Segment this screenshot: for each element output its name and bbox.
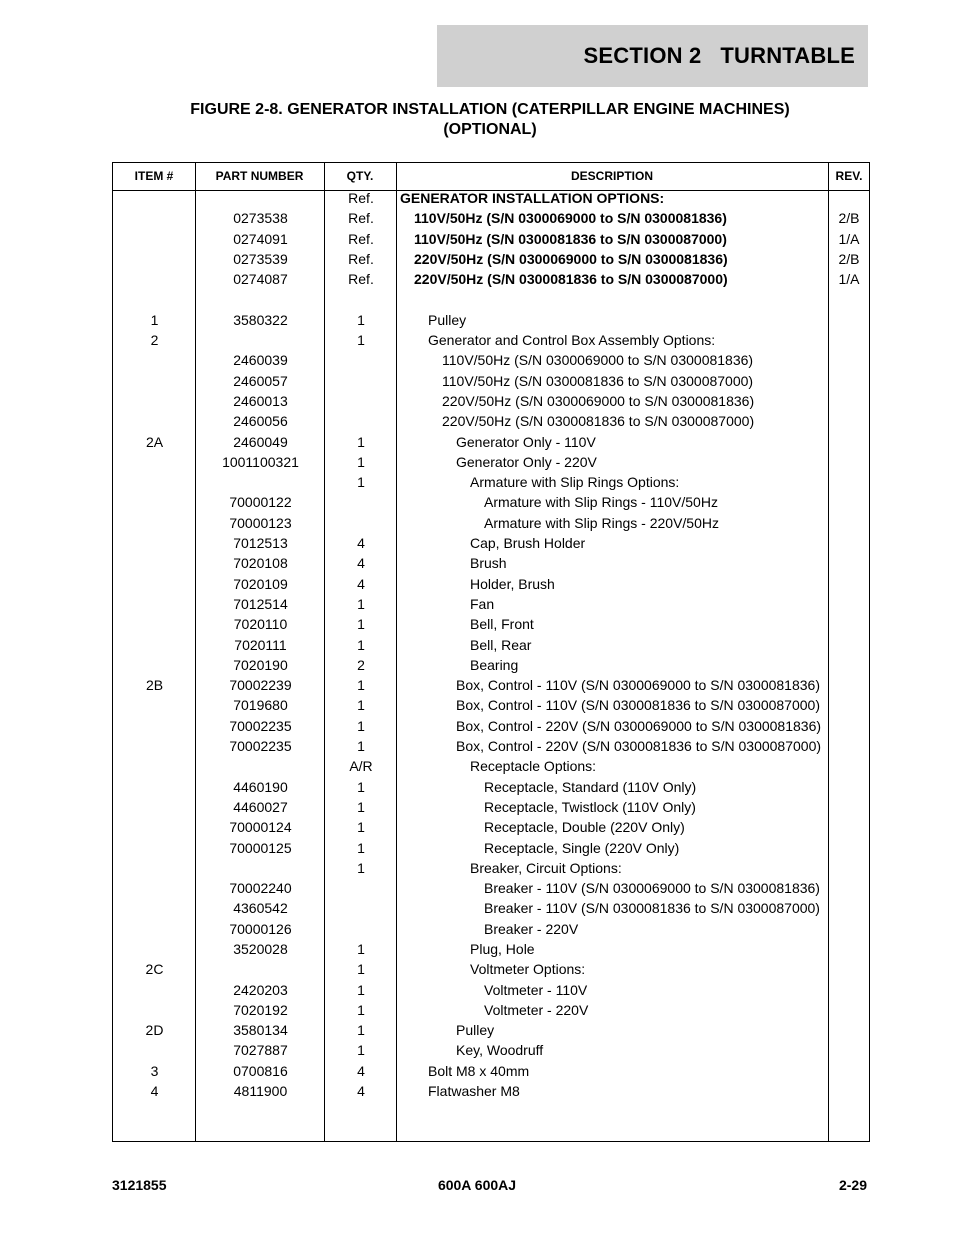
part-number-cell: 7020192: [233, 1001, 288, 1018]
description-cell: Box, Control - 220V (S/N 0300081836 to S/N 0300087000): [456, 738, 822, 755]
table-row: [113, 371, 869, 391]
item-cell: 4: [150, 1083, 159, 1100]
qty-cell: 4: [357, 555, 365, 572]
qty-cell: 1: [357, 697, 365, 714]
table-row: [113, 391, 869, 411]
rev-cell: 1/A: [838, 230, 860, 247]
item-cell: 3: [150, 1062, 159, 1079]
qty-cell: Ref.: [348, 190, 374, 206]
description-cell: 220V/50Hz (S/N 0300069000 to S/N 0300081836): [442, 392, 755, 409]
table-row: [113, 959, 869, 979]
description-cell: Receptacle, Standard (110V Only): [484, 778, 697, 795]
header-qty: QTY.: [346, 169, 374, 183]
description-cell: Armature with Slip Rings Options:: [470, 474, 680, 491]
table-row: [113, 574, 869, 594]
model-number: 600A 600AJ: [437, 1177, 517, 1193]
table-row: [113, 249, 869, 269]
part-number-cell: 70002235: [229, 738, 292, 755]
table-row: [113, 350, 869, 370]
description-cell: 110V/50Hz (S/N 0300081836 to S/N 0300087000): [442, 372, 754, 389]
table-row: [113, 411, 869, 431]
header-item: ITEM #: [134, 169, 174, 183]
table-row: [113, 1040, 869, 1060]
qty-cell: 1: [357, 453, 365, 470]
item-cell: 2C: [145, 961, 164, 978]
table-row: [113, 472, 869, 492]
qty-cell: 1: [357, 778, 365, 795]
description-cell: Receptacle Options:: [470, 758, 597, 775]
qty-cell: 1: [357, 1022, 365, 1039]
table-row: [113, 878, 869, 898]
qty-cell: 1: [357, 616, 365, 633]
item-cell: 1: [150, 311, 159, 328]
description-cell: Receptacle, Double (220V Only): [484, 819, 685, 836]
qty-cell: 1: [357, 940, 365, 957]
table-row: [113, 289, 869, 309]
qty-cell: 1: [357, 738, 365, 755]
qty-cell: Ref.: [348, 210, 374, 227]
qty-cell: A/R: [349, 758, 373, 775]
description-cell: Breaker - 110V (S/N 0300069000 to S/N 0300081836): [484, 880, 820, 897]
table-row: [113, 229, 869, 249]
figure-title-line1: FIGURE 2-8. GENERATOR INSTALLATION (CATERPILLAR ENGINE MACHINES): [190, 101, 790, 118]
part-number-cell: 70000125: [229, 839, 292, 856]
qty-cell: Ref.: [348, 250, 374, 267]
qty-cell: 4: [357, 1062, 365, 1079]
table-row: [113, 594, 869, 614]
table-row: [113, 432, 869, 452]
table-row: [113, 1000, 869, 1020]
header-rev: REV.: [835, 169, 863, 183]
description-cell: Bolt M8 x 40mm: [428, 1062, 530, 1079]
part-number-cell: 0274091: [233, 230, 288, 247]
part-number-cell: 2460049: [233, 433, 288, 450]
figure-title-line2: (OPTIONAL): [443, 121, 537, 138]
header-description: DESCRIPTION: [570, 169, 653, 183]
qty-cell: 1: [357, 433, 365, 450]
description-cell: Breaker, Circuit Options:: [470, 859, 622, 876]
table-row: [113, 939, 869, 959]
header-part-number: PART NUMBER: [215, 169, 304, 183]
section-title: SECTION 2 TURNTABLE: [583, 43, 855, 68]
table-row: [113, 756, 869, 776]
table-row: [113, 553, 869, 573]
item-cell: 2: [150, 332, 159, 349]
part-number-cell: 70000122: [229, 494, 292, 511]
part-number-cell: 7020108: [233, 555, 288, 572]
description-cell: Bell, Front: [470, 616, 534, 633]
table-row: [113, 695, 869, 715]
description-cell: 220V/50Hz (S/N 0300069000 to S/N 0300081836): [414, 250, 728, 267]
table-row: [113, 1081, 869, 1101]
table-row: [113, 330, 869, 350]
table-row: [113, 452, 869, 472]
qty-cell: 1: [357, 595, 365, 612]
qty-cell: Ref.: [348, 271, 374, 288]
description-cell: Armature with Slip Rings - 110V/50Hz: [484, 494, 718, 511]
part-number-cell: 7012514: [233, 595, 288, 612]
description-cell: Box, Control - 220V (S/N 0300069000 to S/N 0300081836): [456, 717, 822, 734]
part-number-cell: 70002235: [229, 717, 292, 734]
table-row: [113, 492, 869, 512]
item-cell: 2D: [145, 1022, 164, 1039]
part-number-cell: 3580134: [233, 1022, 288, 1039]
table-row: [113, 858, 869, 878]
description-cell: 110V/50Hz (S/N 0300069000 to S/N 0300081836): [414, 210, 727, 227]
qty-cell: 1: [357, 311, 365, 328]
parts-table: [112, 162, 870, 1142]
qty-cell: 1: [357, 636, 365, 653]
description-cell: Receptacle, Single (220V Only): [484, 839, 680, 856]
qty-cell: 4: [357, 535, 365, 552]
description-cell: Box, Control - 110V (S/N 0300069000 to S/N 0300081836): [456, 677, 820, 694]
part-number-cell: 7019680: [233, 697, 288, 714]
part-number-cell: 7020109: [233, 575, 288, 592]
description-cell: Flatwasher M8: [428, 1083, 520, 1100]
part-number-cell: 2460056: [233, 413, 288, 430]
table-row: [113, 635, 869, 655]
part-number-cell: 4460027: [233, 798, 288, 815]
qty-cell: 1: [357, 677, 365, 694]
description-cell: Key, Woodruff: [456, 1042, 544, 1059]
qty-cell: 1: [357, 819, 365, 836]
table-row: [113, 736, 869, 756]
part-number-cell: 0700816: [233, 1062, 288, 1079]
figure-title: [60, 100, 920, 140]
part-number-cell: 2420203: [233, 981, 288, 998]
table-row: [113, 1061, 869, 1081]
table-row: [113, 269, 869, 289]
description-cell: Voltmeter Options:: [470, 961, 586, 978]
part-number-cell: 3520028: [233, 940, 288, 957]
page-number: 2-29: [838, 1177, 867, 1193]
description-cell: Armature with Slip Rings - 220V/50Hz: [484, 514, 719, 531]
description-cell: Brush: [470, 555, 507, 572]
part-number-cell: 7012513: [233, 535, 288, 552]
description-cell: Generator Only - 110V: [456, 433, 596, 450]
table-row: [113, 919, 869, 939]
description-cell: 220V/50Hz (S/N 0300081836 to S/N 0300087000): [442, 413, 755, 430]
part-number-cell: 70000124: [229, 819, 292, 836]
part-number-cell: 7020190: [233, 656, 288, 673]
description-cell: Bell, Rear: [470, 636, 532, 653]
part-number-cell: 4811900: [233, 1083, 288, 1100]
description-cell: Box, Control - 110V (S/N 0300081836 to S/N 0300087000): [456, 697, 820, 714]
item-cell: 2A: [145, 433, 164, 450]
part-number-cell: 7020111: [234, 636, 287, 653]
description-cell: 220V/50Hz (S/N 0300081836 to S/N 0300087000): [414, 271, 728, 288]
qty-cell: 4: [357, 1083, 365, 1100]
table-row: [113, 655, 869, 675]
qty-cell: 2: [357, 656, 365, 673]
qty-cell: 1: [357, 1042, 365, 1059]
part-number-cell: 7020110: [233, 616, 288, 633]
description-cell: GENERATOR INSTALLATION OPTIONS:: [400, 190, 665, 206]
part-number-cell: 70000126: [229, 920, 292, 937]
description-cell: Breaker - 220V: [484, 920, 579, 937]
qty-cell: 1: [357, 859, 365, 876]
table-row: [113, 614, 869, 634]
description-cell: Voltmeter - 110V: [484, 981, 588, 998]
part-number-cell: 3580322: [233, 311, 288, 328]
qty-cell: 1: [357, 798, 365, 815]
description-cell: Generator and Control Box Assembly Options:: [428, 332, 716, 349]
part-number-cell: 70002240: [229, 880, 292, 897]
table-row: [113, 208, 869, 228]
description-cell: Generator Only - 220V: [456, 453, 597, 470]
table-row: [113, 533, 869, 553]
qty-cell: Ref.: [348, 230, 374, 247]
qty-cell: 1: [357, 961, 365, 978]
part-number-cell: 0273538: [233, 210, 288, 227]
part-number-cell: 70002239: [229, 677, 292, 694]
description-cell: Plug, Hole: [470, 940, 535, 957]
part-number-cell: 2460057: [233, 372, 288, 389]
item-cell: 2B: [145, 677, 164, 694]
rev-cell: 2/B: [838, 210, 860, 227]
qty-cell: 1: [357, 332, 365, 349]
part-number-cell: 7027887: [233, 1042, 288, 1059]
table-row: [113, 513, 869, 533]
qty-cell: 4: [357, 575, 365, 592]
part-number-cell: 70000123: [229, 514, 292, 531]
doc-number: 3121855: [112, 1177, 167, 1193]
part-number-cell: 0273539: [233, 250, 288, 267]
qty-cell: 1: [357, 839, 365, 856]
description-cell: Receptacle, Twistlock (110V Only): [484, 798, 696, 815]
table-row: [113, 898, 869, 918]
part-number-cell: 4360542: [233, 900, 288, 917]
qty-cell: 1: [357, 1001, 365, 1018]
description-cell: Fan: [470, 595, 495, 612]
description-cell: Breaker - 110V (S/N 0300081836 to S/N 0300087000): [484, 900, 820, 917]
description-cell: Pulley: [428, 311, 467, 328]
part-number-cell: 2460013: [233, 392, 288, 409]
description-cell: Holder, Brush: [470, 575, 555, 592]
table-row: [113, 777, 869, 797]
description-cell: Cap, Brush Holder: [470, 535, 586, 552]
rev-cell: 2/B: [838, 250, 860, 267]
table-row: [113, 817, 869, 837]
table-body: [113, 188, 869, 1101]
part-number-cell: 1001100321: [222, 453, 299, 470]
description-cell: Voltmeter - 220V: [484, 1001, 589, 1018]
description-cell: 110V/50Hz (S/N 0300069000 to S/N 0300081836): [442, 352, 754, 369]
table-row: [113, 188, 869, 208]
description-cell: Bearing: [470, 656, 519, 673]
part-number-cell: 4460190: [233, 778, 288, 795]
table-row: [113, 838, 869, 858]
section-header: [437, 25, 868, 87]
description-cell: 110V/50Hz (S/N 0300081836 to S/N 0300087000): [414, 230, 727, 247]
part-number-cell: 0274087: [233, 271, 288, 288]
table-row: [113, 980, 869, 1000]
part-number-cell: 2460039: [233, 352, 288, 369]
qty-cell: 1: [357, 981, 365, 998]
description-cell: Pulley: [456, 1022, 495, 1039]
table-row: [113, 1020, 869, 1040]
table-row: [113, 675, 869, 695]
table-row: [113, 716, 869, 736]
rev-cell: 1/A: [838, 271, 860, 288]
table-row: [113, 797, 869, 817]
qty-cell: 1: [357, 717, 365, 734]
table-row: [113, 310, 869, 330]
qty-cell: 1: [357, 474, 365, 491]
